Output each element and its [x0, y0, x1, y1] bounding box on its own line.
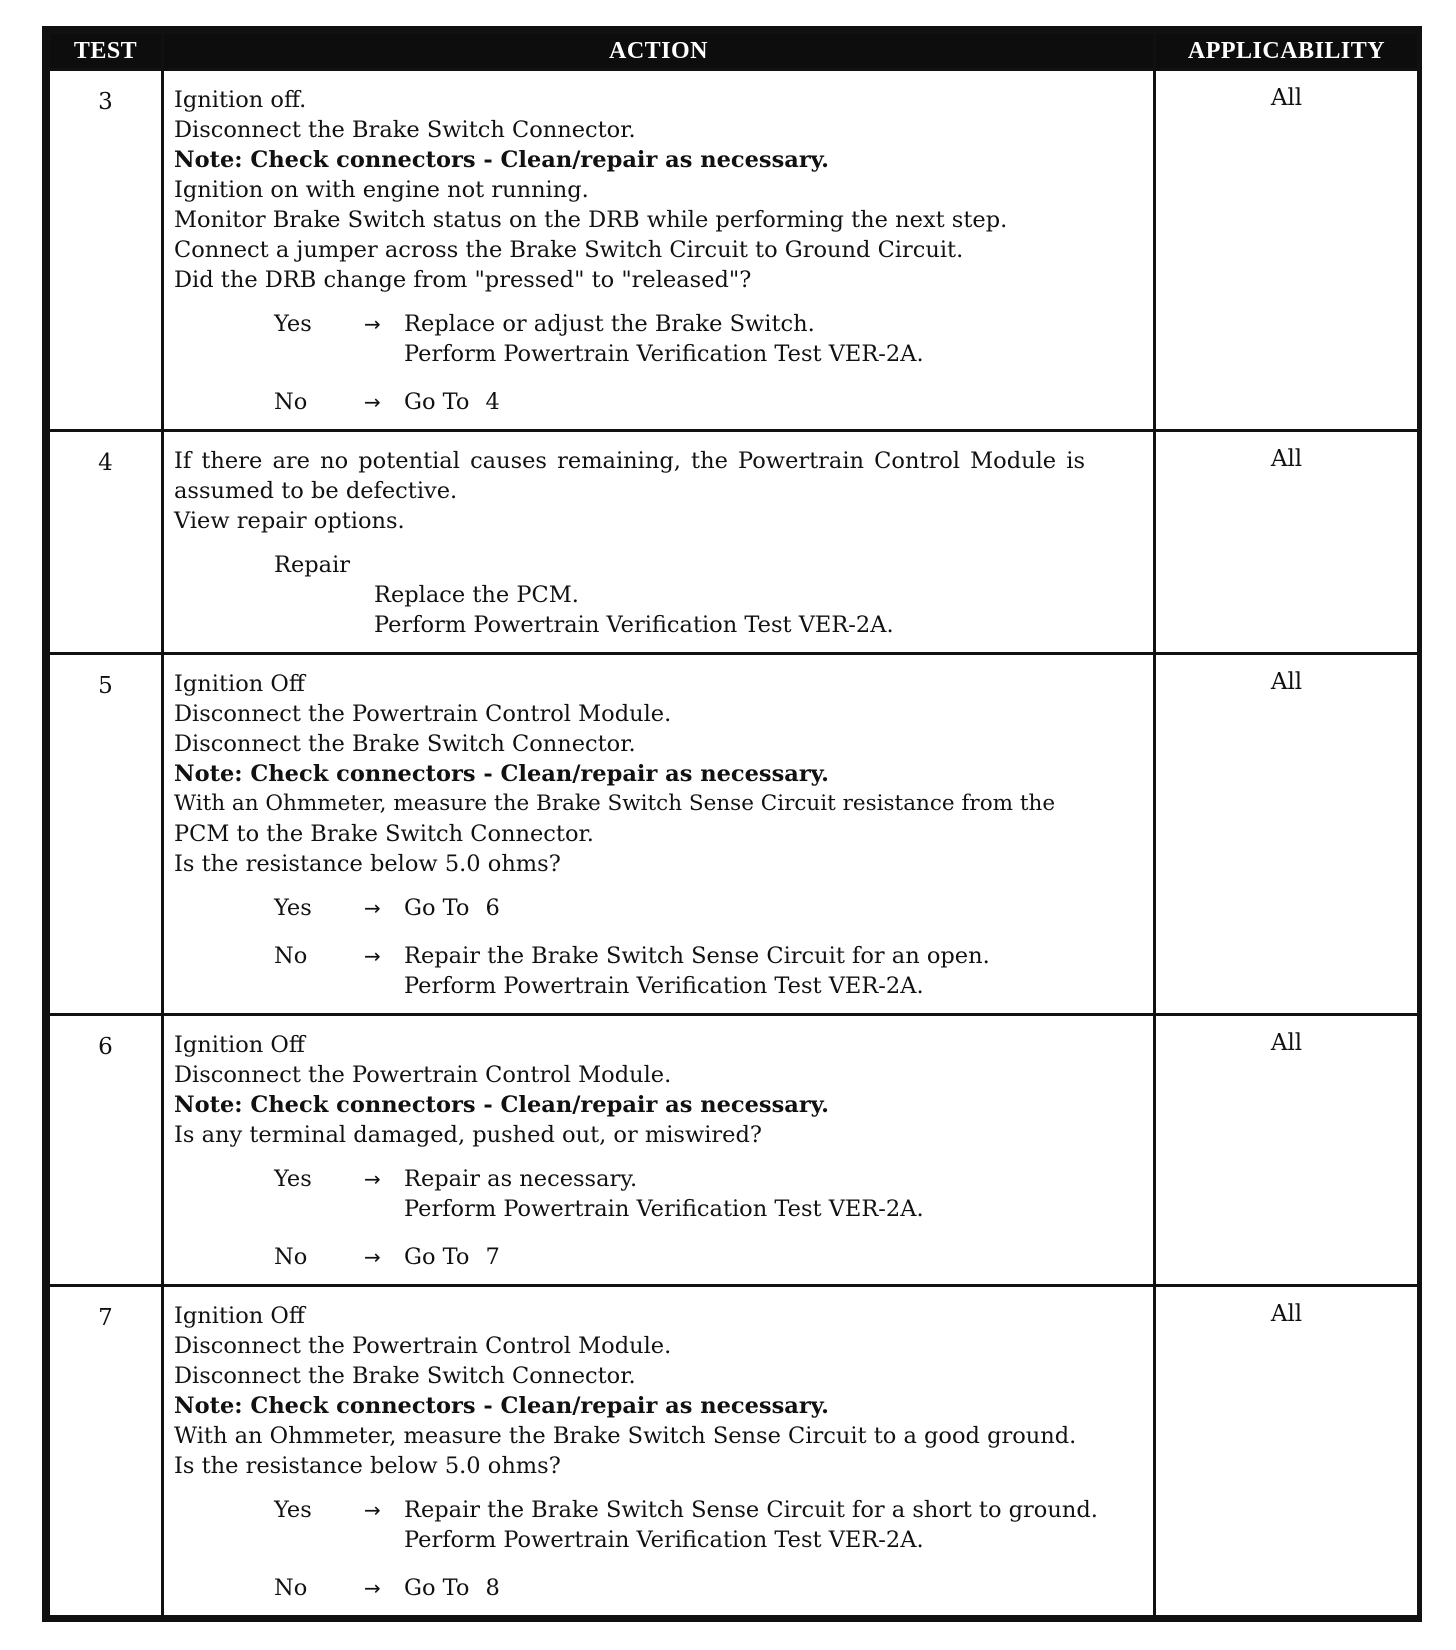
right-arrow-icon: →: [364, 1245, 381, 1269]
note-line: Note: Check connectors - Clean/repair as necessary.: [174, 761, 829, 787]
result-line: Replace or adjust the Brake Switch.: [404, 311, 815, 337]
yes-label: Yes: [274, 1166, 312, 1192]
header-action: ACTION: [163, 33, 1155, 70]
yes-branch: [274, 1164, 1145, 1224]
result-line: Perform Powertrain Verification Test VER-2A.: [404, 973, 924, 999]
table-row-test-4: [49, 431, 1419, 654]
right-arrow-icon: →: [364, 1498, 381, 1522]
table-row-test-6: [49, 1015, 1419, 1286]
table-row-test-5: [49, 654, 1419, 1015]
goto-text: Go To: [404, 1575, 470, 1601]
test-number: 3: [49, 70, 163, 431]
goto-text: Go To: [404, 895, 470, 921]
no-result: [404, 1242, 1145, 1272]
result-line: Repair the Brake Switch Sense Circuit for a short to ground.: [404, 1497, 1098, 1523]
right-arrow-icon: →: [364, 312, 381, 336]
header-test: TEST: [49, 33, 163, 70]
action-line: Is the resistance below 5.0 ohms?: [174, 851, 561, 877]
goto-text: Go To: [404, 1244, 470, 1270]
yes-label: Yes: [274, 311, 312, 337]
result-line: Repair as necessary.: [404, 1166, 638, 1192]
right-arrow-icon: →: [364, 896, 381, 920]
yes-result: [404, 1495, 1145, 1555]
no-label: No: [274, 389, 308, 415]
right-arrow-icon: →: [364, 390, 381, 414]
right-arrow-icon: →: [364, 1167, 381, 1191]
header-applicability: APPLICABILITY: [1155, 33, 1419, 70]
action-cell: [163, 1015, 1155, 1286]
action-line: Ignition Off: [174, 1032, 305, 1058]
action-line: Connect a jumper across the Brake Switch Circuit to Ground Circuit.: [174, 237, 964, 263]
action-cell: [163, 654, 1155, 1015]
repair-steps: [374, 580, 1145, 640]
result-line: Perform Powertrain Verification Test VER-2A.: [404, 1196, 924, 1222]
action-line: With an Ohmmeter, measure the Brake Switch Sense Circuit resistance from the: [174, 791, 1056, 816]
table-header-row: [49, 33, 1419, 70]
no-label: No: [274, 943, 308, 969]
no-result: [404, 941, 1145, 1001]
right-arrow-icon: →: [364, 944, 381, 968]
action-line: With an Ohmmeter, measure the Brake Switch Sense Circuit to a good ground.: [174, 1423, 1077, 1449]
action-line: Monitor Brake Switch status on the DRB while performing the next step.: [174, 207, 1008, 233]
yes-result: [404, 893, 1145, 923]
action-line: Ignition on with engine not running.: [174, 177, 589, 203]
action-line: Ignition Off: [174, 671, 305, 697]
note-line: Note: Check connectors - Clean/repair as necessary.: [174, 1092, 829, 1118]
yes-result: [404, 309, 1145, 369]
action-line: Did the DRB change from "pressed" to "released"?: [174, 267, 752, 293]
yes-branch: [274, 893, 1145, 923]
table-row-test-7: [49, 1286, 1419, 1617]
no-label: No: [274, 1575, 308, 1601]
diagnostic-test-table: [47, 31, 1420, 1618]
yes-branch: [274, 1495, 1145, 1555]
action-line: If there are no potential causes remaining, the Powertrain Control Module is: [174, 448, 1086, 474]
repair-label: Repair: [274, 552, 351, 578]
test-number: 6: [49, 1015, 163, 1286]
action-cell: [163, 1286, 1155, 1617]
action-line: Disconnect the Brake Switch Connector.: [174, 731, 636, 757]
goto-number: 4: [485, 389, 500, 415]
yes-label: Yes: [274, 1497, 312, 1523]
action-line: Disconnect the Brake Switch Connector.: [174, 1363, 636, 1389]
yes-branch: [274, 309, 1145, 369]
goto-number: 8: [485, 1575, 500, 1601]
no-result: [404, 1573, 1145, 1603]
repair-line: Perform Powertrain Verification Test VER-2A.: [374, 612, 894, 638]
action-line: View repair options.: [174, 508, 405, 534]
note-line: Note: Check connectors - Clean/repair as necessary.: [174, 1393, 829, 1419]
test-number: 5: [49, 654, 163, 1015]
goto-number: 6: [485, 895, 500, 921]
applicability-cell: All: [1155, 654, 1419, 1015]
action-cell: [163, 431, 1155, 654]
applicability-cell: All: [1155, 1286, 1419, 1617]
action-line: Disconnect the Powertrain Control Module.: [174, 701, 672, 727]
diagnostic-table-page: [42, 26, 1422, 1622]
action-line: Ignition off.: [174, 87, 307, 113]
yes-label: Yes: [274, 895, 312, 921]
action-line: PCM to the Brake Switch Connector.: [174, 821, 594, 847]
no-branch: [274, 1242, 1145, 1272]
action-line: assumed to be defective.: [174, 478, 458, 504]
no-label: No: [274, 1244, 308, 1270]
repair-line: Replace the PCM.: [374, 582, 579, 608]
test-number: 4: [49, 431, 163, 654]
goto-number: 7: [485, 1244, 500, 1270]
action-line: Disconnect the Powertrain Control Module.: [174, 1062, 672, 1088]
right-arrow-icon: →: [364, 1576, 381, 1600]
no-branch: [274, 1573, 1145, 1603]
action-cell: [163, 70, 1155, 431]
note-line: Note: Check connectors - Clean/repair as necessary.: [174, 147, 829, 173]
no-result: [404, 387, 1145, 417]
table-row-test-3: [49, 70, 1419, 431]
result-line: Perform Powertrain Verification Test VER-2A.: [404, 341, 924, 367]
no-branch: [274, 941, 1145, 1001]
action-line: Is any terminal damaged, pushed out, or miswired?: [174, 1122, 762, 1148]
goto-text: Go To: [404, 389, 470, 415]
applicability-cell: All: [1155, 70, 1419, 431]
yes-result: [404, 1164, 1145, 1224]
no-branch: [274, 387, 1145, 417]
applicability-cell: All: [1155, 431, 1419, 654]
action-line: Disconnect the Brake Switch Connector.: [174, 117, 636, 143]
applicability-cell: All: [1155, 1015, 1419, 1286]
action-line: Is the resistance below 5.0 ohms?: [174, 1453, 561, 1479]
action-line: Ignition Off: [174, 1303, 305, 1329]
action-line: Disconnect the Powertrain Control Module.: [174, 1333, 672, 1359]
result-line: Repair the Brake Switch Sense Circuit for an open.: [404, 943, 990, 969]
test-number: 7: [49, 1286, 163, 1617]
result-line: Perform Powertrain Verification Test VER-2A.: [404, 1527, 924, 1553]
